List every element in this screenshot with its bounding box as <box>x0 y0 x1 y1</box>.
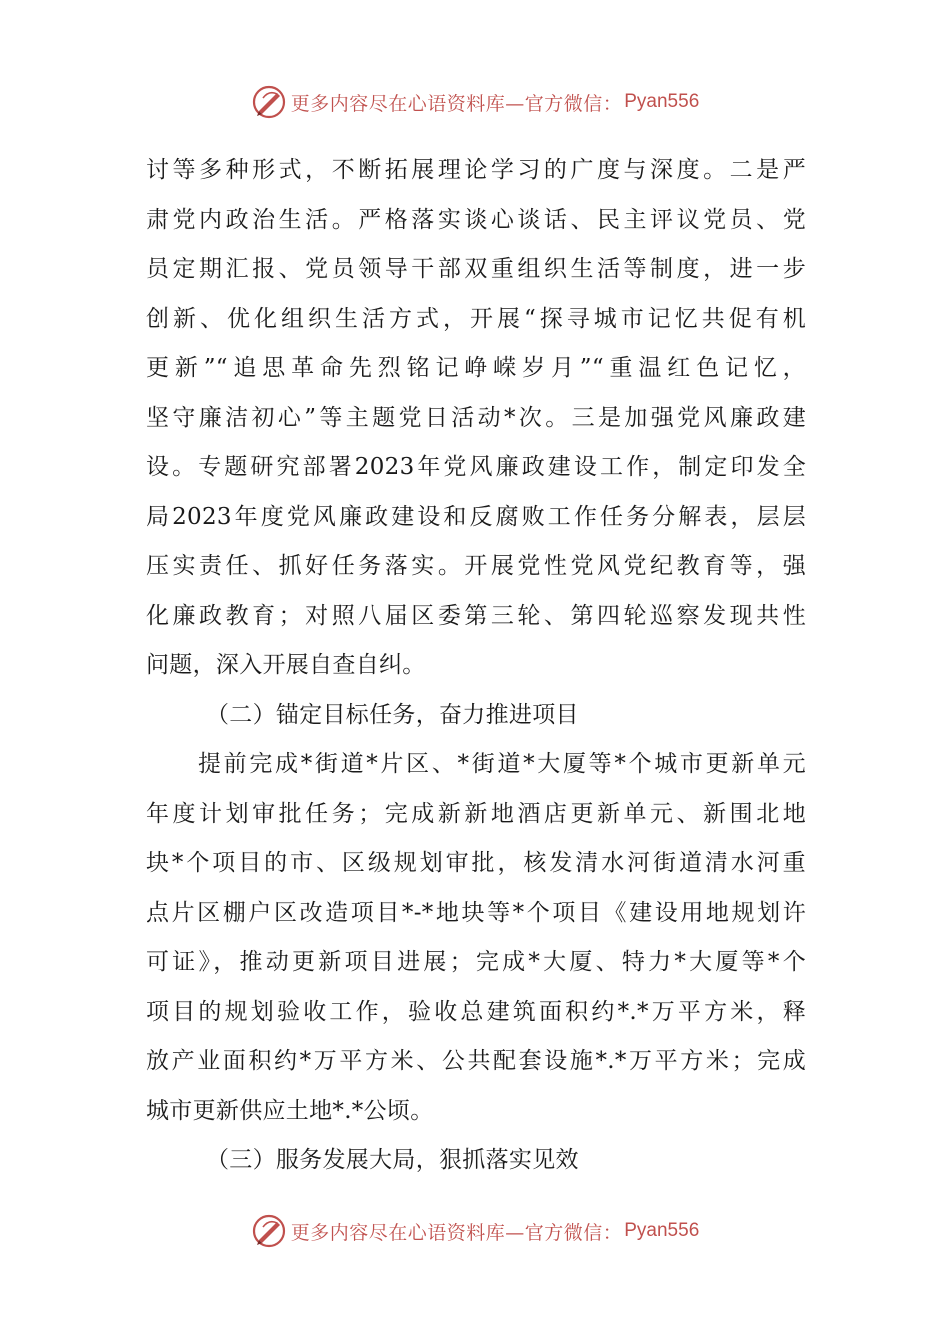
paragraph-line: 坚守廉洁初心”等主题党日活动*次。三是加强党风廉政建 <box>146 404 806 431</box>
pen-logo-icon <box>251 84 287 120</box>
paragraph-line: 项目的规划验收工作，验收总建筑面积约*.*万平方米，释 <box>146 998 806 1025</box>
section-heading-2: （二）锚定目标任务，奋力推进项目 <box>206 701 579 728</box>
paragraph-line: 员定期汇报、党员领导干部双重组织生活等制度，进一步 <box>146 256 806 282</box>
section-heading-3: （三）服务发展大局，狠抓落实见效 <box>206 1147 579 1173</box>
watermark-banner-top <box>0 80 950 124</box>
paragraph-line: 局2023年度党风廉政建设和反腐败工作任务分解表，层层 <box>146 503 806 530</box>
watermark-id: Pyan556 <box>624 1220 700 1241</box>
paragraph-line: 提前完成*街道*片区、*街道*大厦等*个城市更新单元 <box>198 751 806 777</box>
pen-logo-icon <box>251 1213 287 1249</box>
watermark-text: 更多内容尽在心语资料库—官方微信： <box>290 92 623 115</box>
paragraph-line: 肃党内政治生活。严格落实谈心谈话、民主评议党员、党 <box>146 206 806 233</box>
paragraph-line: 块*个项目的市、区级规划审批，核发清水河街道清水河重 <box>146 850 806 876</box>
paragraph-line: 压实责任、抓好任务落实。开展党性党风党纪教育等，强 <box>146 553 806 579</box>
paragraph-line: 问题，深入开展自查自纠。 <box>146 652 426 678</box>
watermark-id: Pyan556 <box>624 91 700 112</box>
paragraph-line: 放产业面积约*万平方米、公共配套设施*.*万平方米；完成 <box>146 1048 806 1074</box>
paragraph-line: 点片区棚户区改造项目*-*地块等*个项目《建设用地规划许 <box>146 899 806 926</box>
paragraph-line: 年度计划审批任务；完成新新地酒店更新单元、新围北地 <box>146 800 806 827</box>
paragraph-line: 设。专题研究部署2023年党风廉政建设工作，制定印发全 <box>146 454 806 480</box>
paragraph-line: 创新、优化组织生活方式，开展“探寻城市记忆共促有机 <box>146 305 806 332</box>
paragraph-line: 化廉政教育；对照八届区委第三轮、第四轮巡察发现共性 <box>146 602 806 629</box>
document-body <box>146 146 806 1186</box>
paragraph-line: 可证》，推动更新项目进展；完成*大厦、特力*大厦等*个 <box>146 949 806 975</box>
paragraph-line: 城市更新供应土地*.*公顷。 <box>146 1097 434 1124</box>
paragraph-line: 讨等多种形式，不断拓展理论学习的广度与深度。二是严 <box>146 157 806 183</box>
paragraph-line: 更新”“追思革命先烈铭记峥嵘岁月”“重温红色记忆， <box>146 355 806 381</box>
watermark-text: 更多内容尽在心语资料库—官方微信： <box>290 1221 623 1244</box>
watermark-banner-bottom <box>0 1209 950 1253</box>
